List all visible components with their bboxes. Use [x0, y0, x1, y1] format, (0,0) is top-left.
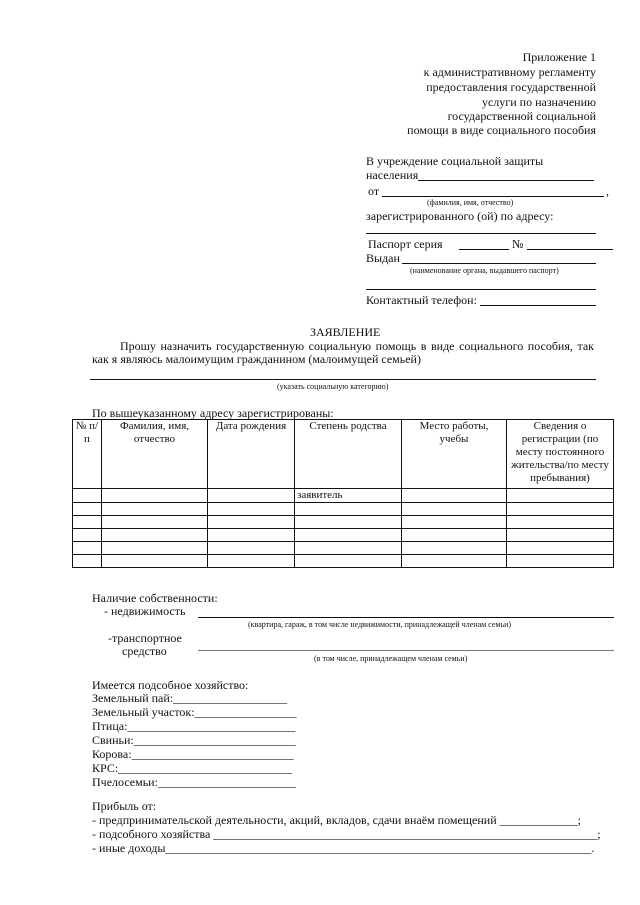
table-row [73, 555, 614, 568]
table-cell[interactable] [102, 516, 208, 529]
table-cell[interactable] [507, 529, 614, 542]
column-header-workplace: Место работы, учебы [402, 420, 507, 489]
farm-item-pigs[interactable]: Свиньи:___________________________ [92, 733, 296, 747]
table-row [73, 542, 614, 555]
profit-item-other[interactable]: - иные доходы_______________________________________________________________________. [92, 841, 595, 855]
property-heading: Наличие собственности: [92, 591, 218, 605]
passport-number-label: № [512, 237, 524, 251]
table-cell[interactable] [208, 516, 295, 529]
column-header-number: № п/п [73, 420, 102, 489]
table-cell[interactable] [73, 503, 102, 516]
institution-label: В учреждение социальной защиты [366, 154, 544, 168]
farm-item-land-plot[interactable]: Земельный участок:_________________ [92, 705, 297, 719]
table-cell[interactable] [295, 542, 402, 555]
table-cell[interactable] [208, 489, 295, 503]
table-cell[interactable] [208, 542, 295, 555]
table-cell[interactable] [507, 516, 614, 529]
from-comma: , [606, 184, 609, 198]
table-row [73, 489, 614, 503]
table-row [73, 503, 614, 516]
table-cell[interactable] [73, 542, 102, 555]
table-cell[interactable] [507, 542, 614, 555]
table-cell[interactable] [102, 503, 208, 516]
appendix-line: помощи в виде социального пособия [407, 123, 596, 137]
address-field[interactable] [366, 233, 596, 234]
issued-by-field[interactable] [402, 263, 596, 264]
farm-heading: Имеется подсобное хозяйство: [92, 678, 249, 692]
table-cell[interactable] [102, 555, 208, 568]
farm-item-land-share[interactable]: Земельный пай:___________________ [92, 691, 288, 705]
table-cell[interactable] [73, 516, 102, 529]
table-cell[interactable] [102, 529, 208, 542]
table-cell[interactable] [402, 555, 507, 568]
vehicle-hint: (в том числе, принадлежащем членам семьи) [314, 654, 468, 663]
table-header-row [73, 420, 614, 489]
issued-by-hint: (наименование органа, выдавшего паспорт) [410, 266, 559, 275]
table-row [73, 516, 614, 529]
table-cell[interactable] [295, 516, 402, 529]
farm-item-poultry[interactable]: Птица:____________________________ [92, 719, 296, 733]
statement-line-2: как я являюсь малоимущим гражданином (малоимущей семьей) [92, 352, 421, 366]
farm-item-cattle[interactable]: КРС:_____________________________ [92, 761, 293, 775]
appendix-line: государственной социальной [447, 109, 596, 123]
table-cell[interactable] [507, 503, 614, 516]
table-cell[interactable] [102, 489, 208, 503]
institution-label-2: населения [366, 168, 419, 182]
table-cell[interactable] [402, 529, 507, 542]
table-cell[interactable] [402, 489, 507, 503]
table-cell[interactable] [402, 542, 507, 555]
passport-series-label: Паспорт серия [368, 237, 443, 251]
appendix-line: Приложение 1 [522, 50, 596, 64]
profit-item-business[interactable]: - предпринимательской деятельности, акций, вкладов, сдачи внаём помещений _____________; [92, 813, 581, 827]
farm-item-bee-colonies[interactable]: Пчелосемьи:_______________________ [92, 775, 296, 789]
family-table [72, 419, 614, 568]
table-cell[interactable] [295, 555, 402, 568]
appendix-line: к административному регламенту [423, 65, 596, 79]
institution-field[interactable] [418, 180, 594, 181]
family-heading: По вышеуказанному адресу зарегистрированы: [92, 406, 334, 420]
table-cell[interactable] [402, 516, 507, 529]
farm-item-cow[interactable]: Корова:___________________________ [92, 747, 294, 761]
column-header-name: Фамилия, имя, отчество [102, 420, 208, 489]
passport-number-field[interactable] [527, 249, 613, 250]
from-label: от [368, 184, 380, 198]
appendix-line: услуги по назначению [481, 95, 596, 109]
full-name-hint: (фамилия, имя, отчество) [427, 198, 514, 207]
issued-label: Выдан [366, 251, 400, 265]
column-header-kinship: Степень родства [295, 420, 402, 489]
table-cell[interactable]: заявитель [295, 489, 402, 503]
table-cell[interactable] [507, 489, 614, 503]
table-row [73, 529, 614, 542]
realty-field[interactable] [198, 617, 614, 618]
vehicle-label: -транспортное [108, 631, 182, 645]
table-cell[interactable] [208, 555, 295, 568]
social-category-field[interactable] [90, 379, 596, 380]
column-header-registration: Сведения о регистрации (по месту постоянного жительства/по месту пребывания) [507, 420, 614, 489]
table-cell[interactable] [73, 529, 102, 542]
realty-label: - недвижимость [104, 604, 186, 618]
statement-line-1: Прошу назначить государственную социальную помощь в виде социального пособия, так [120, 339, 594, 353]
realty-hint: (квартира, гараж, в том числе недвижимости, принадлежащей членам семьи) [248, 620, 512, 629]
vehicle-field[interactable] [198, 650, 614, 651]
table-cell[interactable] [295, 503, 402, 516]
appendix-line: предоставления государственной [426, 80, 596, 94]
social-category-hint: (указать социальную категорию) [277, 382, 389, 391]
table-cell[interactable] [208, 529, 295, 542]
issued-by-field-2[interactable] [366, 289, 596, 290]
vehicle-label-2: средство [122, 644, 167, 658]
passport-series-field[interactable] [459, 249, 509, 250]
registered-label: зарегистрированного (ой) по адресу: [366, 209, 554, 223]
column-header-birth-date: Дата рождения [208, 420, 295, 489]
full-name-field[interactable] [382, 196, 604, 197]
profit-item-farm[interactable]: - подсобного хозяйства ________________________________________________________________; [92, 827, 601, 841]
table-cell[interactable] [208, 503, 295, 516]
table-cell[interactable] [295, 529, 402, 542]
table-cell[interactable] [507, 555, 614, 568]
table-cell[interactable] [73, 489, 102, 503]
phone-field[interactable] [480, 305, 596, 306]
statement-title: ЗАЯВЛЕНИЕ [310, 325, 381, 339]
table-cell[interactable] [102, 542, 208, 555]
phone-label: Контактный телефон: [366, 293, 477, 307]
table-cell[interactable] [73, 555, 102, 568]
profit-heading: Прибыль от: [92, 799, 157, 813]
table-cell[interactable] [402, 503, 507, 516]
